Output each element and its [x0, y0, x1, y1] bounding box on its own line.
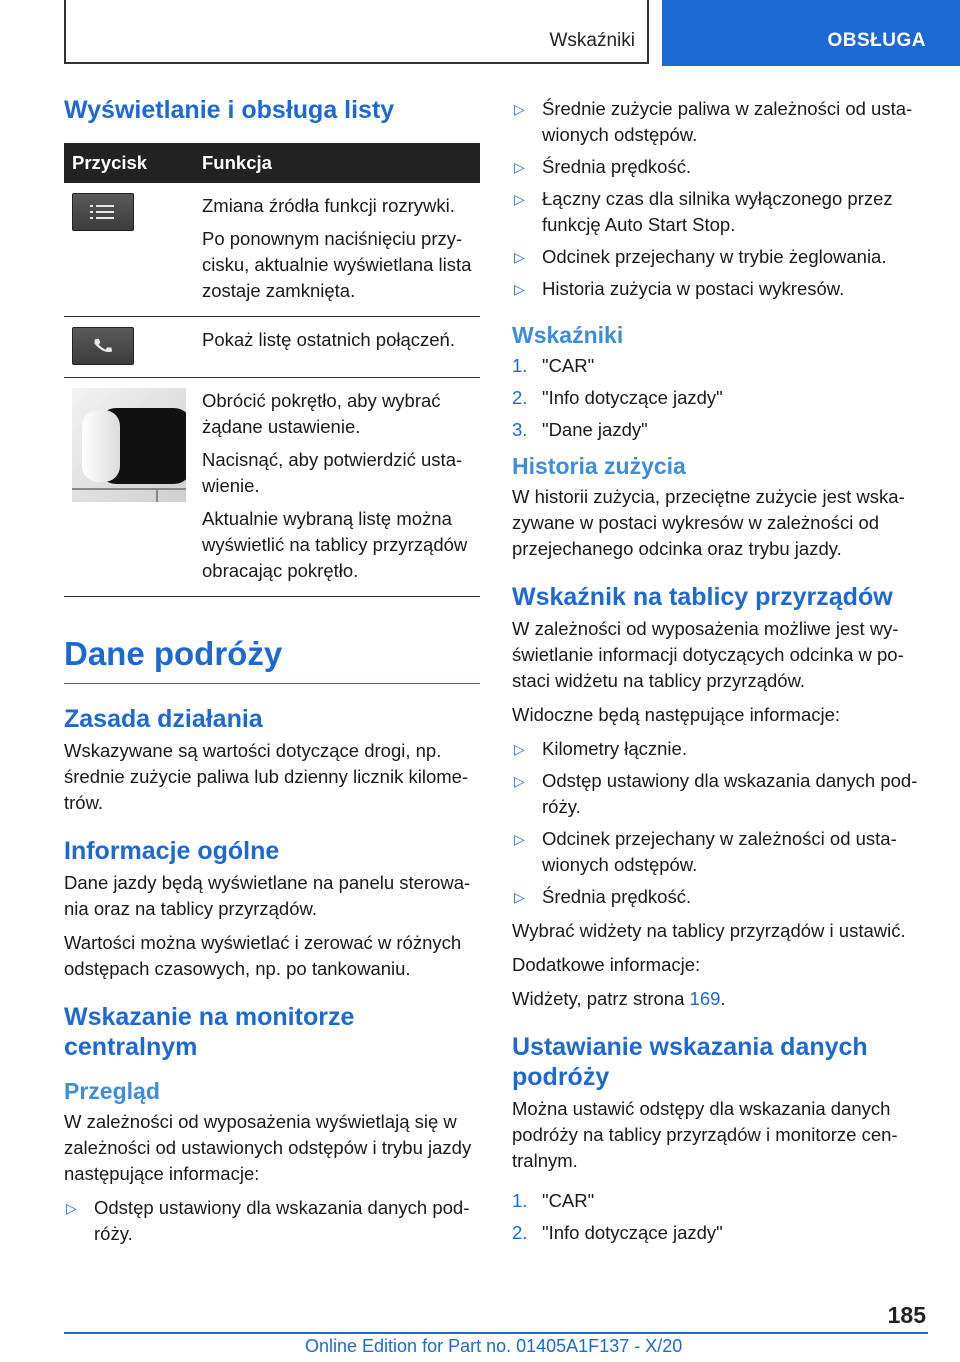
general-info-title: Informacje ogólne [64, 837, 280, 865]
cluster-text-4: Dodatkowe informacje: [512, 954, 701, 975]
cluster-list [512, 736, 927, 910]
footer-edition: Online Edition for Part no. 01405A1F137 - X/20 [305, 1336, 683, 1356]
table-cell-text: Nacisnąć, aby potwierdzić usta-wienie. [202, 449, 463, 496]
list-item: ▷ Średnia prędkość. [512, 884, 927, 910]
cluster-text-1: W zależności od wyposażenia możliwe jest wy-świetlanie informacji dotyczących odcinka w po-staci widżetu na tablicy przyrządów. [512, 618, 904, 691]
widgets-reference: Widżety, patrz strona 169. [512, 988, 726, 1009]
table-cell-text: Po ponownym naciśnięciu przy-cisku, aktualnie wyświetlana lista zostaje zamknięta. [202, 228, 472, 301]
cluster-title: Wskaźnik na tablicy przyrządów [512, 583, 893, 611]
list-item: 2. "Info dotyczące jazdy" [512, 1222, 723, 1243]
list-item: 1. "CAR" [512, 355, 595, 376]
triangle-bullet-icon: ▷ [514, 889, 525, 905]
header-section-title: Wskaźniki [549, 30, 635, 51]
list-item: 1. "CAR" [512, 1190, 595, 1211]
right-column [512, 96, 927, 1256]
page-reference-link[interactable]: 169 [689, 988, 721, 1009]
general-info-text-2: Wartości można wyświetlać i zerować w różnych odstępach czasowych, np. po tankowaniu. [64, 932, 462, 979]
triangle-bullet-icon: ▷ [514, 741, 525, 757]
history-text: W historii zużycia, przeciętne zużycie jest wska-zywane w postaci wykresów w zależności od przejechanego odcinka oraz trybu jazdy. [512, 486, 905, 559]
left-column [64, 96, 480, 1255]
list-item: ▷ Odcinek przejechany w zależności od usta-wionych odstępów. [514, 828, 897, 875]
table-header-row [64, 143, 480, 183]
list-section-title: Wyświetlanie i obsługa listy [64, 96, 395, 124]
header-chapter-box [662, 0, 960, 66]
table-cell-text: Obrócić pokrętło, aby wybrać żądane ustawienie. [202, 390, 441, 437]
list-item: ▷ Średnia prędkość. [512, 154, 927, 180]
settings-steps [512, 1188, 927, 1246]
overview-title: Przegląd [64, 1078, 160, 1104]
list-item: 3. "Dane jazdy" [512, 419, 648, 440]
header-section-box [64, 0, 649, 64]
cluster-text-3: Wybrać widżety na tablicy przyrządów i ustawić. [512, 920, 906, 941]
overview-text: W zależności od wyposażenia wyświetlają się w zależności od ustawionych odstępów i trybu jazdy następujące informacje: [64, 1111, 472, 1184]
table-header-function: Funkcja [194, 143, 480, 183]
triangle-bullet-icon: ▷ [514, 101, 525, 117]
header-chapter-title: OBSŁUGA [827, 30, 926, 51]
principle-title: Zasada działania [64, 705, 263, 733]
list-item: ▷ Historia zużycia w postaci wykresów. [512, 276, 927, 302]
list-item: ▷ Średnie zużycie paliwa w zależności od usta-wionych odstępów. [514, 98, 913, 145]
table-row [64, 317, 480, 378]
settings-title: Ustawianie wskazania danych podróży [512, 1033, 868, 1091]
triangle-bullet-icon: ▷ [514, 249, 525, 265]
list-item: ▷ Odcinek przejechany w trybie żeglowania. [512, 244, 927, 270]
overview-list-left [64, 1195, 480, 1247]
triangle-bullet-icon: ▷ [514, 159, 525, 175]
cluster-text-2: Widoczne będą następujące informacje: [512, 704, 841, 725]
principle-text: Wskazywane są wartości dotyczące drogi, np. średnie zużycie paliwa lub dzienny licznik kilome-trów. [64, 740, 469, 813]
central-monitor-title: Wskazanie na monitorze centralnym [64, 1003, 355, 1061]
table-row [64, 183, 480, 317]
indicators-steps [512, 353, 927, 443]
trip-data-title: Dane podróży [64, 635, 480, 684]
list-item: ▷ Łączny czas dla silnika wyłączonego przez funkcję Auto Start Stop. [514, 188, 893, 235]
table-row [64, 378, 480, 597]
table-header-button: Przycisk [64, 143, 194, 183]
triangle-bullet-icon: ▷ [514, 831, 525, 847]
list-item: ▷ Odstęp ustawiony dla wskazania danych pod-róży. [66, 1197, 470, 1244]
overview-list-right [512, 96, 927, 302]
triangle-bullet-icon: ▷ [514, 281, 525, 297]
triangle-bullet-icon: ▷ [66, 1200, 77, 1216]
list-item: 2. "Info dotyczące jazdy" [512, 387, 723, 408]
table-cell-text: Zmiana źródła funkcji rozrywki. [202, 195, 455, 216]
phone-icon [72, 327, 134, 365]
general-info-text-1: Dane jazdy będą wyświetlane na panelu sterowa-nia oraz na tablicy przyrządów. [64, 872, 471, 919]
table-cell-text: Pokaż listę ostatnich połączeń. [202, 329, 455, 350]
triangle-bullet-icon: ▷ [514, 191, 525, 207]
history-title: Historia zużycia [512, 453, 686, 479]
page-number: 185 [887, 1302, 926, 1328]
button-function-table [64, 143, 480, 597]
table-cell-text: Aktualnie wybraną listę można wyświetlić na tablicy przyrządów obracając pokrętło. [202, 508, 468, 581]
footer-divider [64, 1332, 928, 1334]
settings-text: Można ustawić odstępy dla wskazania danych podróży na tablicy przyrządów i monitorze cen-tralnym. [512, 1098, 898, 1171]
page-header [0, 0, 960, 66]
list-item: ▷ Kilometry łącznie. [512, 736, 927, 762]
controller-knob-image [72, 388, 186, 502]
list-menu-icon [72, 193, 134, 231]
list-item: ▷ Odstęp ustawiony dla wskazania danych pod-róży. [514, 770, 918, 817]
triangle-bullet-icon: ▷ [514, 773, 525, 789]
indicators-title: Wskaźniki [512, 322, 624, 348]
